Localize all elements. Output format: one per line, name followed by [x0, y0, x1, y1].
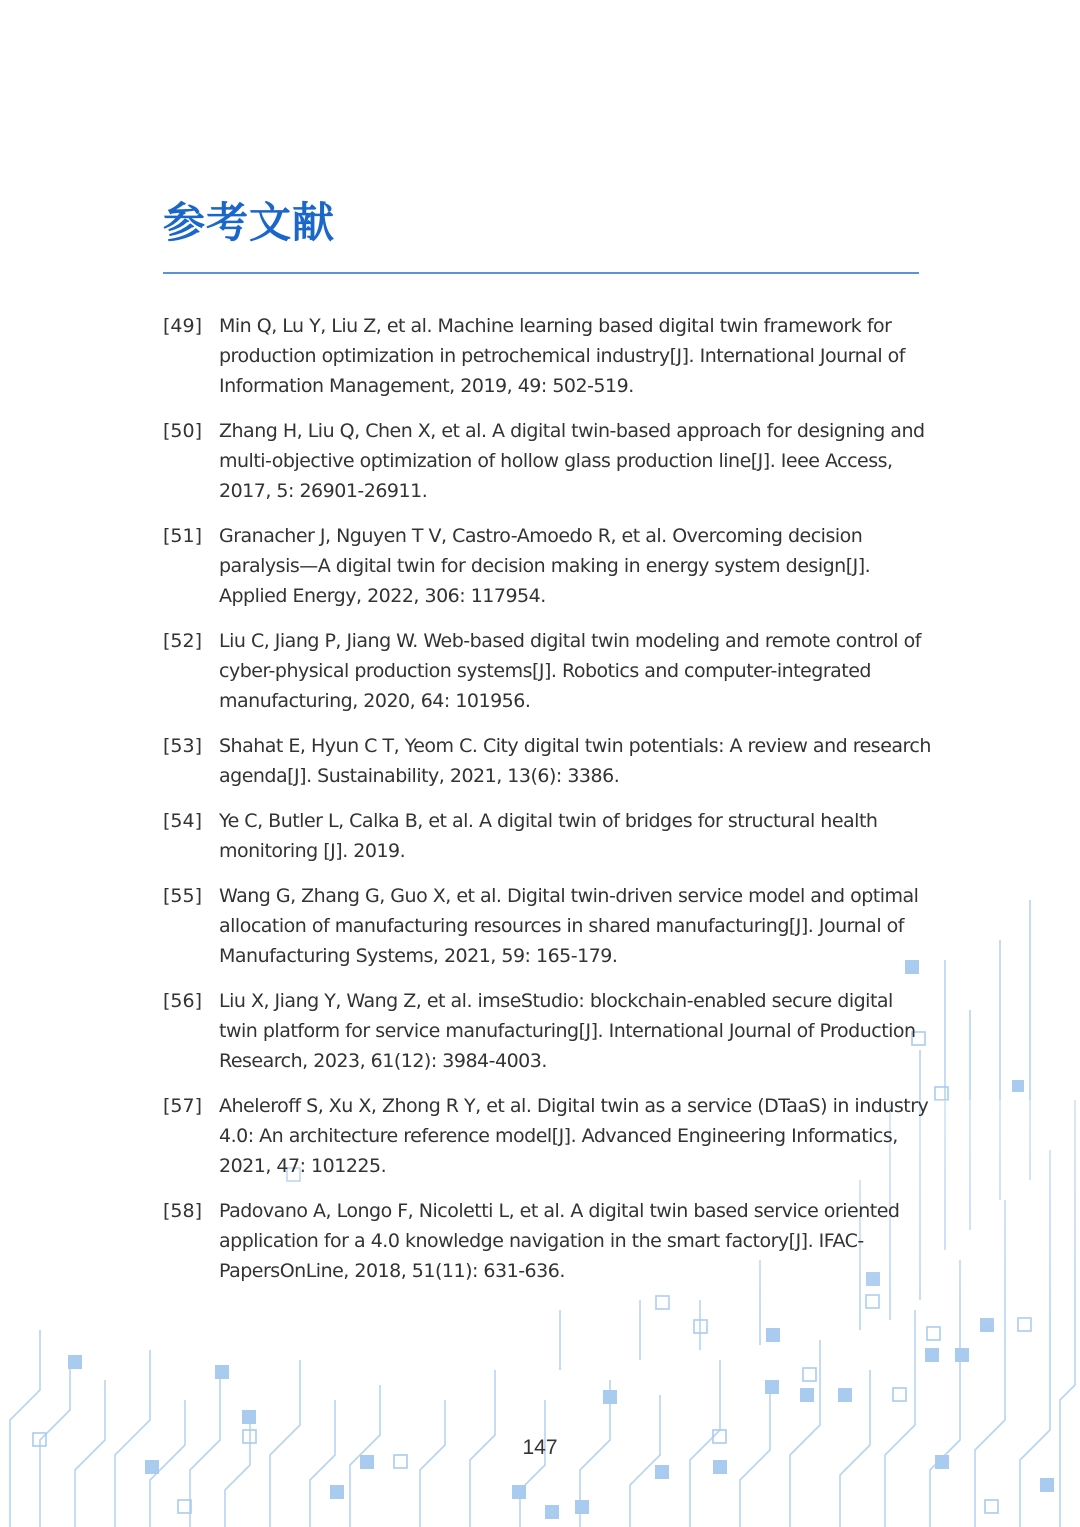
title-divider — [163, 272, 919, 274]
reference-number: [49] — [163, 315, 203, 337]
reference-number: [56] — [163, 990, 203, 1012]
reference-text: Shahat E, Hyun C T, Yeom C. City digital twin potentials: A review and research agenda[J]. Sustainability, 2021, 13(6): 3386. — [219, 735, 931, 787]
reference-number: [52] — [163, 630, 203, 652]
reference-text: Granacher J, Nguyen T V, Castro-Amoedo R, et al. Overcoming decision paralysis—A digital twin for decision making in energy system design[J]. Applied Energy, 2022, 306: 117954. — [219, 525, 871, 607]
reference-item — [163, 806, 933, 866]
reference-text: Zhang H, Liu Q, Chen X, et al. A digital twin-based approach for designing and multi-objective optimization of hollow glass production line[J]. Ieee Access, 2017, 5: 26901-26911. — [219, 420, 925, 502]
reference-text: Wang G, Zhang G, Guo X, et al. Digital twin-driven service model and optimal allocation of manufacturing resources in shared manufacturing[J]. Journal of Manufacturing Systems, 2021, 59: 165-179. — [219, 885, 919, 967]
page-title: 参考文献 — [163, 198, 336, 247]
reference-item — [163, 521, 933, 611]
reference-item — [163, 731, 933, 791]
reference-item — [163, 1091, 933, 1181]
reference-text: Aheleroff S, Xu X, Zhong R Y, et al. Digital twin as a service (DTaaS) in industry 4.0: An architecture reference model[J]. Advanced Engineering Informatics, 2021, 47: 101225. — [219, 1095, 929, 1177]
reference-item — [163, 416, 933, 506]
reference-number: [50] — [163, 420, 203, 442]
reference-list — [163, 311, 933, 1301]
reference-item — [163, 626, 933, 716]
reference-number: [53] — [163, 735, 203, 757]
page-number: 147 — [522, 1436, 558, 1459]
reference-number: [55] — [163, 885, 203, 907]
reference-text: Min Q, Lu Y, Liu Z, et al. Machine learning based digital twin framework for production optimization in petrochemical industry[J]. International Journal of Information Management, 2019, 49: 502-519. — [219, 315, 905, 397]
reference-item — [163, 1196, 933, 1286]
reference-item — [163, 881, 933, 971]
reference-item — [163, 986, 933, 1076]
reference-number: [54] — [163, 810, 203, 832]
reference-text: Ye C, Butler L, Calka B, et al. A digital twin of bridges for structural health monitoring [J]. 2019. — [219, 810, 878, 862]
reference-item — [163, 311, 933, 401]
reference-number: [58] — [163, 1200, 203, 1222]
reference-text: Liu C, Jiang P, Jiang W. Web-based digital twin modeling and remote control of cyber-physical production systems[J]. Robotics and computer-integrated manufacturing, 2020, 64: 101956. — [219, 630, 921, 712]
reference-text: Liu X, Jiang Y, Wang Z, et al. imseStudio: blockchain-enabled secure digital twin platform for service manufacturing[J]. International Journal of Production Research, 2023, 61(12): 3984-4003. — [219, 990, 916, 1072]
reference-number: [57] — [163, 1095, 203, 1117]
reference-number: [51] — [163, 525, 203, 547]
reference-text: Padovano A, Longo F, Nicoletti L, et al. A digital twin based service oriented application for a 4.0 knowledge navigation in the smart factory[J]. IFAC-PapersOnLine, 2018, 51(11): 631-636. — [219, 1200, 900, 1282]
